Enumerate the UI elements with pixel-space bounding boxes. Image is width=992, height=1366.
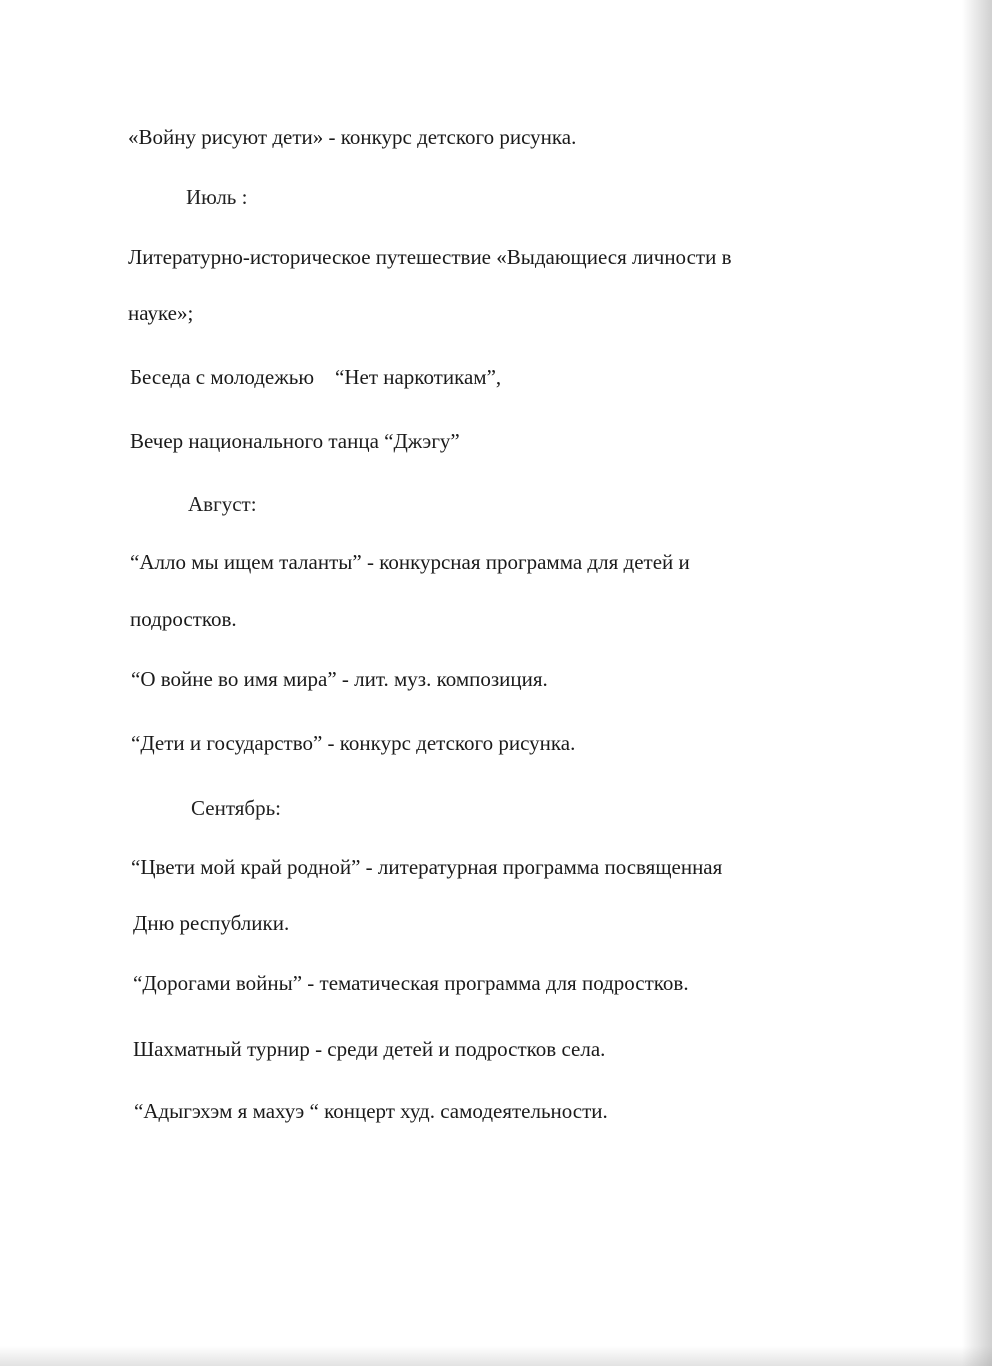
month-heading-july: Июль : — [186, 185, 248, 209]
text-line: «Войну рисуют дети» - конкурс детского рисунка. — [128, 125, 577, 149]
text-line: науке»; — [128, 301, 194, 325]
text-line: “Адыгэхэм я махуэ “ концерт худ. самодеятельности. — [134, 1099, 608, 1123]
text-line: “Дети и государство” - конкурс детского рисунка. — [131, 731, 576, 755]
month-heading-september: Сентябрь: — [191, 796, 281, 820]
text-line: “О войне во имя мира” - лит. муз. композиция. — [131, 667, 548, 691]
text-line: подростков. — [130, 607, 237, 631]
text-line: Шахматный турнир - среди детей и подростков села. — [133, 1037, 606, 1061]
month-heading-august: Август: — [188, 492, 257, 516]
text-line: “Цвети мой край родной” - литературная программа посвященная — [131, 855, 723, 879]
scan-edge-shadow — [962, 0, 992, 1366]
text-line: Вечер национального танца “Джэгу” — [130, 429, 460, 453]
text-line: “Дорогами войны” - тематическая программа для подростков. — [133, 971, 689, 995]
text-line: Беседа с молодежью “Нет наркотикам”, — [130, 365, 502, 389]
text-line: “Алло мы ищем таланты” - конкурсная программа для детей и — [130, 550, 690, 574]
text-line: Литературно-историческое путешествие «Выдающиеся личности в — [128, 245, 732, 269]
text-line: Дню республики. — [133, 911, 290, 935]
scan-bottom-shadow — [0, 1346, 992, 1366]
